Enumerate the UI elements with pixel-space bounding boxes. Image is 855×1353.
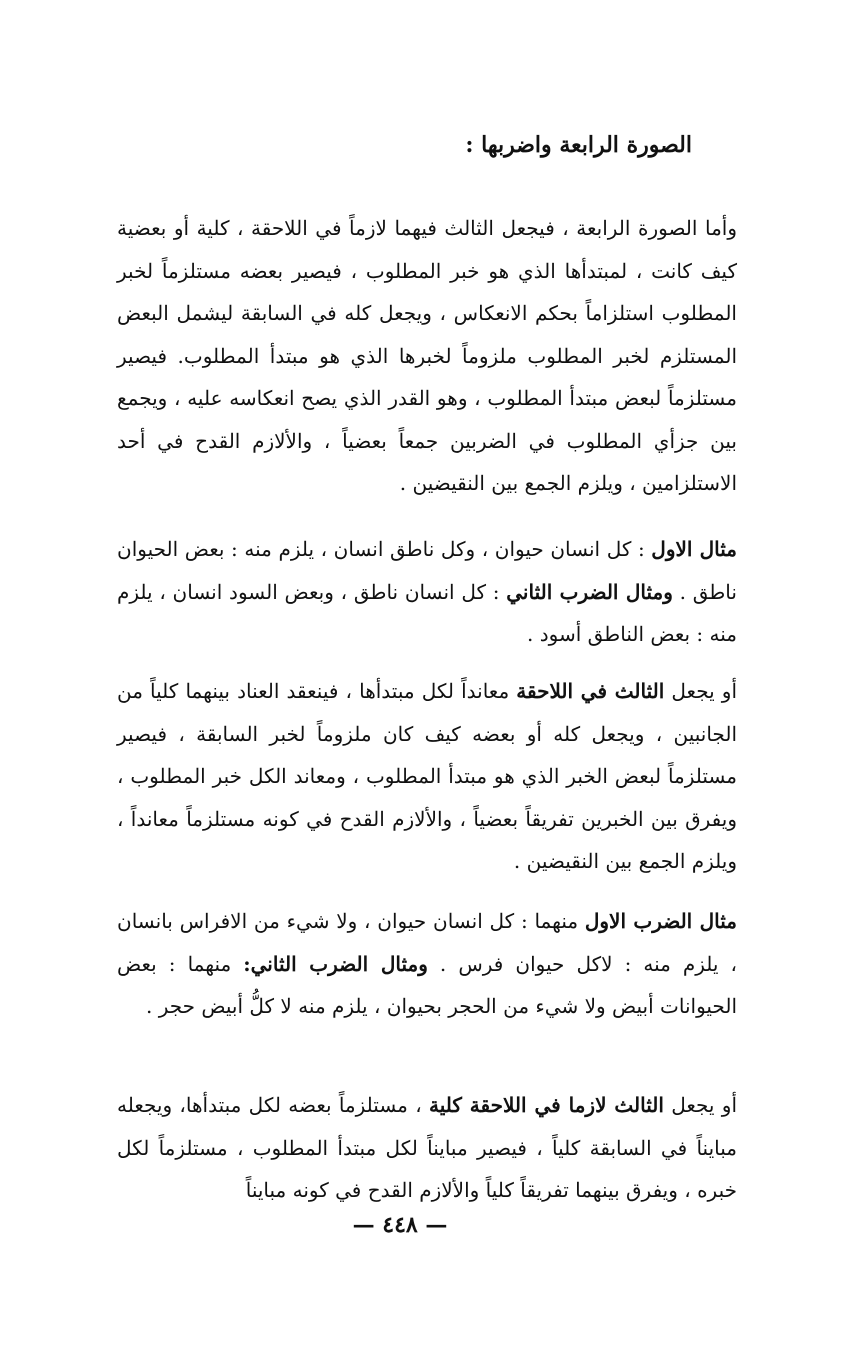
- paragraph-3-run-1: أو يجعل: [664, 679, 737, 703]
- paragraph-4-run-1: مثال الضرب الاول: [584, 909, 737, 933]
- paragraph-4: [117, 900, 737, 1028]
- page-number: — ٤٤٨ —: [352, 1212, 448, 1238]
- paragraph-4-run-4: منهما : بعض الحيوانات أبيض ولا شيء من الحجر بحيوان ، يلزم منه لا كلُّ أبيض حجر .: [117, 951, 737, 1018]
- paragraph-1-run-1: وأما الصورة الرابعة ،: [554, 216, 737, 240]
- paragraph-5-run-2: الثالث لازما في اللاحقة كلية: [428, 1093, 664, 1117]
- paragraph-4-run-3: ومثال الضرب الثاني:: [243, 951, 428, 976]
- paragraph-1: [117, 207, 737, 505]
- paragraph-2-run-3: ومثال الضرب الثاني: [506, 579, 673, 604]
- paragraph-3-run-3: معانداً لكل مبتدأها ، فينعقد العناد بينهما كلياً من الجانبين ، ويجعل كله أو بعضه كيف كان ملزوماً لخبر السابقة ، فيصير مستلزماً لبعض الخبر الذي هو مبتدأ المطلوب ، ومعاند الكل خبر المطلوب ، ويفرق بين الخبرين تفريقاً بعضياً ، والألازم القدح في كونه مستلزماً معانداً ، ويلزم الجمع بين النقيضين .: [117, 679, 737, 873]
- paragraph-2-run-4: : كل انسان ناطق ، وبعض السود انسان ، يلزم منه : بعض الناطق أسود .: [117, 579, 737, 646]
- paragraph-5: [117, 1084, 737, 1212]
- paragraph-5-run-1: أو يجعل: [663, 1093, 738, 1117]
- paragraph-2-run-1: مثال الاول: [651, 537, 737, 561]
- paragraph-5-run-3: ، مستلزماً بعضه لكل مبتدأها، ويجعله مبايناً في السابقة كلياً ، فيصير مبايناً لكل مبتدأ المطلوب ، مستلزماً لكل خبره ، ويفرق بينهما تفريقاً كلياً والألازم القدح في كونه مبايناً: [117, 1093, 737, 1202]
- paragraph-3-run-2: الثالث في اللاحقة: [516, 679, 665, 703]
- paragraph-2-run-2: : كل انسان حيوان ، وكل ناطق انسان ، يلزم منه : بعض الحيوان ناطق .: [117, 537, 737, 604]
- paragraph-1-run-2: فيجعل الثالث فيهما لازماً في اللاحقة ، كلية أو بعضية كيف كانت ، لمبتدأها الذي هو خبر المطلوب ، فيصير بعضه مستلزماً لخبر المطلوب استلزاماً بحكم الانعكاس ، ويجعل كله في السابقة ليشمل البعض المستلزم لخبر المطلوب ملزوماً لخبرها الذي هو مبتدأ المطلوب. فيصير مستلزماً لبعض مبتدأ المطلوب ، وهو القدر الذي يصح انعكاسه عليه ، ويجمع بين جزأي المطلوب في الضربين جمعاً بعضياً ، والألازم القدح في أحد الاستلزامين ، ويلزم الجمع بين النقيضين .: [117, 216, 737, 495]
- paragraph-3: [117, 670, 737, 883]
- section-heading: الصورة الرابعة واضربها :: [465, 132, 692, 158]
- paragraph-2: [117, 528, 737, 656]
- paragraph-4-run-2: منهما : كل انسان حيوان ، ولا شيء من الافراس بانسان ، يلزم منه : لاكل حيوان فرس .: [117, 909, 738, 976]
